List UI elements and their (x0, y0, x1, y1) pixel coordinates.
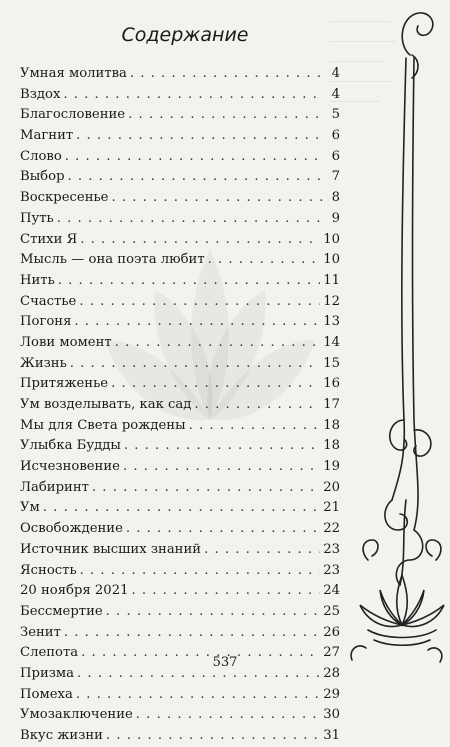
dot-leader (130, 64, 323, 85)
toc-entry-title: Притяженье (20, 376, 109, 392)
toc-entry-page: 30 (323, 707, 340, 723)
toc-entry (20, 478, 340, 499)
toc-entry (20, 271, 340, 292)
dot-leader (111, 188, 323, 209)
toc-entry (20, 292, 340, 313)
dot-leader (43, 498, 320, 519)
dot-leader (80, 230, 320, 251)
toc-entry-title: Вкус жизни (20, 728, 103, 743)
toc-entry-page: 25 (323, 603, 340, 619)
dot-leader (64, 623, 320, 644)
dot-leader (74, 312, 320, 333)
toc-entry-page: 8 (331, 190, 340, 206)
toc-entry-page: 14 (323, 334, 340, 350)
dot-leader (115, 333, 321, 354)
toc-entry-title: Выбор (20, 169, 65, 185)
toc-entry-title: 20 ноября 2021 (20, 583, 129, 599)
dot-leader (65, 147, 323, 168)
dot-leader (68, 167, 323, 188)
toc-entry-page: 11 (323, 272, 340, 288)
toc-entry-title: Источник высших знаний (20, 541, 202, 557)
toc-entry-title: Мы для Света рождены (20, 417, 186, 433)
dot-leader (123, 457, 320, 478)
toc-entry-page: 12 (323, 293, 340, 309)
toc-entry-title: Нить (20, 272, 55, 288)
dot-leader (131, 581, 320, 602)
toc-entry-title: Ум возделывать, как сад (20, 397, 192, 412)
toc-entry-page: 21 (323, 500, 340, 516)
dot-leader (204, 540, 320, 561)
dot-leader (189, 416, 321, 437)
toc-entry-page: 7 (331, 169, 340, 185)
dot-leader (80, 561, 321, 582)
toc-entry-page: 10 (323, 252, 340, 268)
dot-leader (128, 105, 323, 126)
toc-entry-page: 6 (331, 128, 340, 144)
toc-entry-title: Ум (20, 500, 40, 516)
toc-entry (20, 498, 340, 519)
toc-entry (20, 354, 340, 375)
toc-entry-title: Слово (20, 148, 62, 164)
toc-entry-page: 27 (323, 645, 340, 661)
toc-entry-page: 31 (323, 728, 340, 743)
toc-entry-page: 29 (323, 686, 340, 702)
toc-entry-title: Бессмертие (20, 603, 103, 619)
toc-entry-page: 18 (323, 417, 340, 433)
lotus-vine-ornament-icon (340, 0, 450, 685)
toc-entry-title: Умная молитва (20, 66, 127, 81)
toc-entry (20, 250, 340, 271)
toc-entry (20, 561, 340, 582)
toc-entry (20, 64, 340, 85)
toc-entry-title: Вздох (20, 86, 61, 102)
toc-entry (20, 209, 340, 230)
toc-entry-page: 23 (323, 562, 340, 578)
toc-entry (20, 312, 340, 333)
dot-leader (63, 85, 323, 106)
page-title: Содержание (121, 23, 249, 46)
toc-entry-title: Исчезновение (20, 459, 120, 475)
toc-entry-title: Погоня (20, 314, 72, 330)
toc-entry (20, 540, 340, 561)
toc-entry (20, 188, 340, 209)
dot-leader (124, 436, 320, 457)
toc-entry-page: 5 (331, 107, 340, 123)
toc-entry (20, 685, 340, 706)
toc-entry-page: 20 (323, 479, 340, 495)
toc-entry-page: 26 (323, 624, 340, 640)
toc-entry-title: Призма (20, 665, 75, 681)
toc-entry (20, 374, 340, 395)
dot-leader (79, 292, 320, 313)
toc-entry-title: Магнит (20, 128, 74, 144)
toc-entry-page: 19 (323, 459, 340, 475)
toc-entry-page: 22 (323, 521, 340, 537)
toc-entry-title: Улыбка Будды (20, 438, 121, 454)
toc-entry-title: Зенит (20, 624, 61, 640)
dot-leader (194, 395, 320, 416)
toc-entry-page: 15 (323, 355, 340, 371)
toc-entry-title: Стихи Я (20, 231, 78, 247)
toc-entry-page: 24 (323, 583, 340, 599)
toc-entry-page: 10 (323, 231, 340, 247)
toc-entry-title: Помеха (20, 686, 73, 702)
page-number: 537 (212, 655, 238, 670)
toc-entry (20, 602, 340, 623)
toc-entry (20, 230, 340, 251)
toc-entry (20, 416, 340, 437)
dot-leader (208, 250, 321, 271)
toc-entry-title: Умозаключение (20, 707, 133, 723)
dot-leader (111, 374, 320, 395)
toc-entry (20, 519, 340, 540)
toc-entry-title: Благословение (20, 107, 126, 123)
toc-entry-page: 9 (331, 210, 340, 226)
dot-leader (126, 519, 320, 540)
toc-entry-title: Счастье (20, 293, 77, 309)
toc-entry (20, 457, 340, 478)
toc-entry (20, 395, 340, 416)
dot-leader (57, 209, 323, 230)
toc-entry (20, 105, 340, 126)
toc-entry-title: Лови момент (20, 334, 112, 350)
toc-entry-page: 17 (323, 397, 340, 412)
dot-leader (58, 271, 320, 292)
dot-leader (76, 685, 320, 706)
dot-leader (70, 354, 320, 375)
toc-entry (20, 581, 340, 602)
toc-entry-page: 4 (331, 66, 340, 81)
toc-entry (20, 147, 340, 168)
toc-entry-title: Слепота (20, 645, 79, 661)
dot-leader (76, 126, 323, 147)
toc-entry-title: Жизнь (20, 355, 67, 371)
toc-entry-page: 13 (323, 314, 340, 330)
toc-entry (20, 85, 340, 106)
dot-leader (106, 726, 320, 747)
toc-entry-page: 6 (331, 148, 340, 164)
toc-entry-title: Мысль — она поэта любит (20, 252, 205, 268)
toc-entry-page: 4 (331, 86, 340, 102)
toc-entry (20, 167, 340, 188)
toc-entry (20, 126, 340, 147)
toc-entry-page: 18 (323, 438, 340, 454)
toc-entry (20, 705, 340, 726)
dot-leader (106, 602, 321, 623)
toc-entry-title: Путь (20, 210, 54, 226)
toc-entry (20, 333, 340, 354)
table-of-contents (20, 64, 340, 747)
toc-entry-title: Освобождение (20, 521, 123, 537)
toc-entry (20, 623, 340, 644)
toc-entry-title: Воскресенье (20, 190, 109, 206)
toc-entry (20, 726, 340, 747)
toc-entry-page: 16 (323, 376, 340, 392)
toc-entry-page: 28 (323, 665, 340, 681)
toc-entry-page: 23 (323, 541, 340, 557)
dot-leader (136, 705, 320, 726)
dot-leader (92, 478, 320, 499)
toc-entry (20, 436, 340, 457)
toc-entry-title: Ясность (20, 562, 77, 578)
toc-entry-title: Лабиринт (20, 479, 89, 495)
